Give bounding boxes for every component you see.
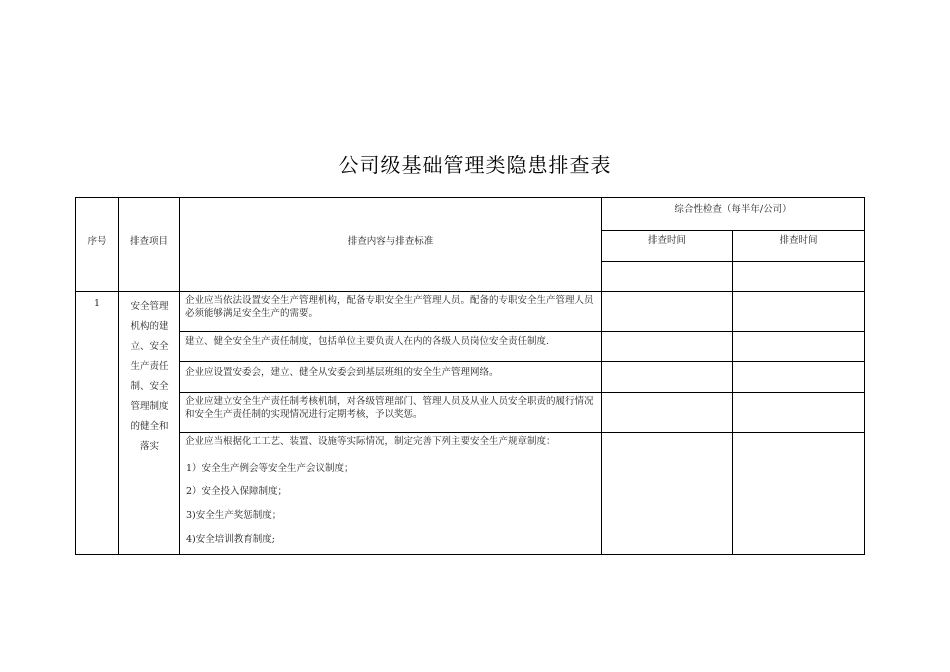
row-divider (180, 361, 864, 362)
inspection-table (75, 197, 865, 555)
standard-text: 企业应建立安全生产责任制考核机制，对各级管理部门、管理人员及从业人员安全职责的履行情况和安全生产责任制的实现情况进行定期考核，予以奖惩。 (185, 396, 594, 420)
col-divider (601, 198, 602, 554)
row-divider (180, 392, 864, 393)
standard-text: 企业应当依法设置安全生产管理机构，配备专职安全生产管理人员。配备的专职安全生产管理人员必须能够满足安全生产的需要。 (185, 295, 594, 319)
col-divider (179, 198, 180, 554)
rules-intro: 企业应当根据化工工艺、装置、设施等实际情况，制定完善下列主要安全生产规章制度： (185, 436, 556, 447)
row-divider (602, 261, 864, 262)
row-item: 安全管理 机构的建 立、安全 生产责任 制、安全 管理制度 的健全和 落实 (130, 301, 169, 452)
col-divider (118, 198, 119, 554)
rule-item: 2）安全投入保障制度； (186, 486, 288, 497)
header-item: 排查项目 (129, 236, 168, 247)
header-seq: 序号 (87, 236, 107, 247)
row-seq: 1 (93, 298, 101, 309)
row-divider (180, 331, 864, 332)
rule-item: 4)安全培训教育制度; (186, 534, 275, 545)
rule-item: 3)安全生产奖惩制度； (186, 510, 282, 521)
header-comprehensive: 综合性检查（每半年/公司） (674, 204, 792, 215)
header-time-1: 排查时间 (647, 235, 686, 246)
header-content: 排查内容与排查标准 (347, 236, 434, 247)
standard-text: 建立、健全安全生产责任制度，包括单位主要负责人在内的各级人员岗位安全责任制度. (185, 336, 550, 347)
header-time-2: 排查时间 (779, 235, 818, 246)
standard-text: 企业应设置安委会，建立、健全从安委会到基层班组的安全生产管理网络。 (185, 367, 499, 378)
rule-item: 1）安全生产例会等安全生产会议制度； (186, 463, 354, 474)
row-divider (180, 432, 864, 433)
page-title: 公司级基础管理类隐患排查表 (338, 153, 612, 177)
row-divider (602, 230, 864, 231)
header-bottom-line (76, 291, 864, 292)
